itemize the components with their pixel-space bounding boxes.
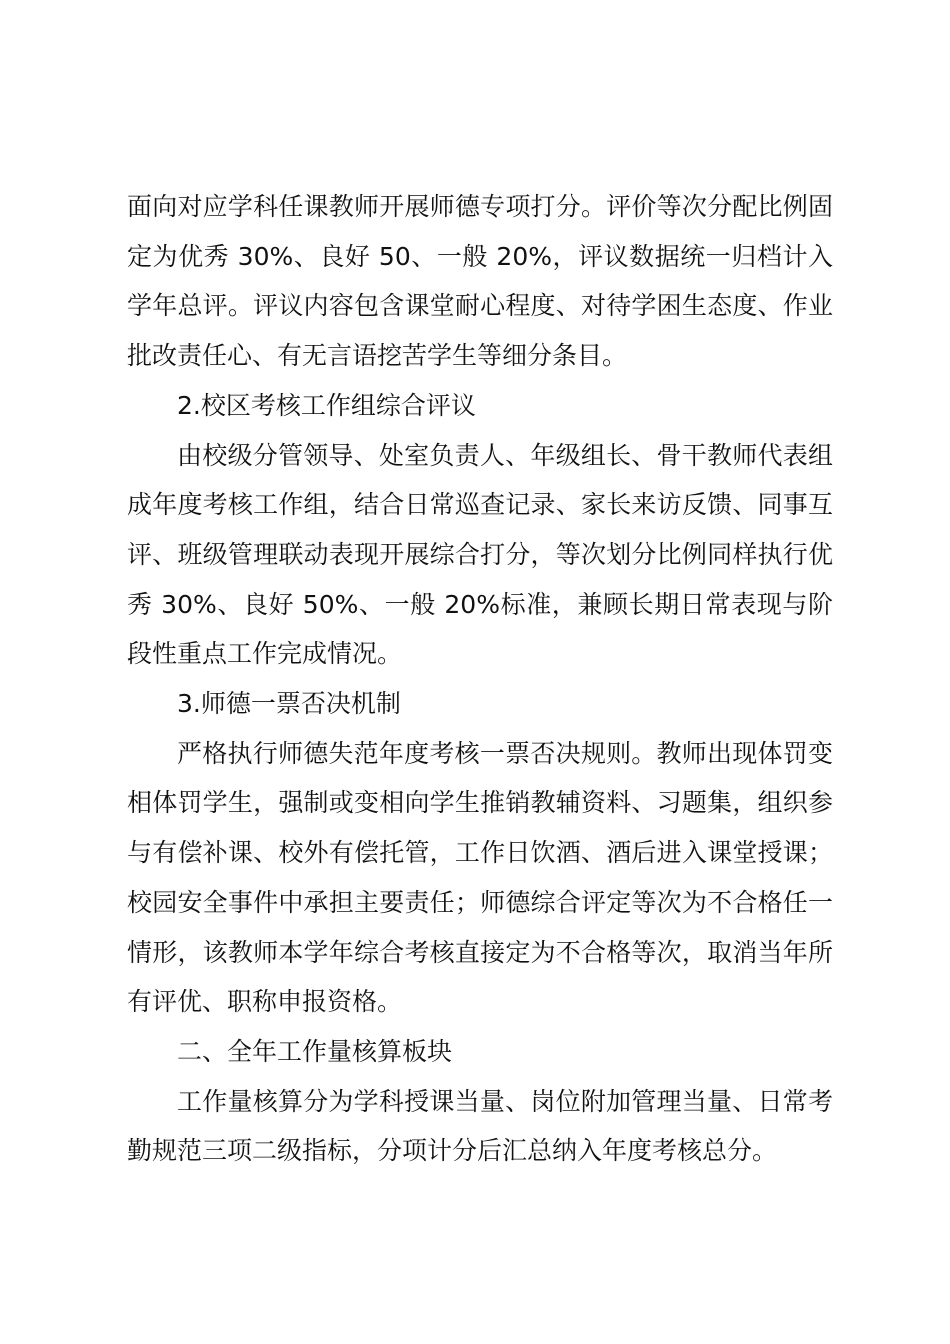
paragraph-veto-rule: 严格执行师德失范年度考核一票否决规则。教师出现体罚变相体罚学生，强制或变相向学生推销教辅资料、习题集，组织参与有偿补课、校外有偿托管，工作日饮酒、酒后进入课堂授课；校园安全事件中承担主要责任；师德综合评定等次为不合格任一情形，该教师本学年综合考核直接定为不合格等次，取消当年所有评优、职称申报资格。 <box>127 738 833 1017</box>
paragraph-workload: 工作量核算分为学科授课当量、岗位附加管理当量、日常考勤规范三项二级指标，分项计分后汇总纳入年度考核总分。 <box>127 1086 833 1166</box>
section-heading-3: 3.师德一票否决机制 <box>177 689 401 719</box>
paragraph-review-group: 由校级分管领导、处室负责人、年级组长、骨干教师代表组成年度考核工作组，结合日常巡查记录、家长来访反馈、同事互评、班级管理联动表现开展综合打分，等次划分比例同样执行优秀 30%、良好 50%、一般 20%标准，兼顾长期日常表现与阶段性重点工作完成情况。 <box>127 440 833 669</box>
section-heading-workload: 二、全年工作量核算板块 <box>177 1036 453 1066</box>
paragraph-continuation: 面向对应学科任课教师开展师德专项打分。评价等次分配比例固定为优秀 30%、良好 50、一般 20%，评议数据统一归档计入学年总评。评议内容包含课堂耐心程度、对待学困生态度、作业批改责任心、有无言语挖苦学生等细分条目。 <box>127 192 833 371</box>
section-heading-2: 2.校区考核工作组综合评议 <box>177 390 476 420</box>
document-body <box>127 182 833 1176</box>
